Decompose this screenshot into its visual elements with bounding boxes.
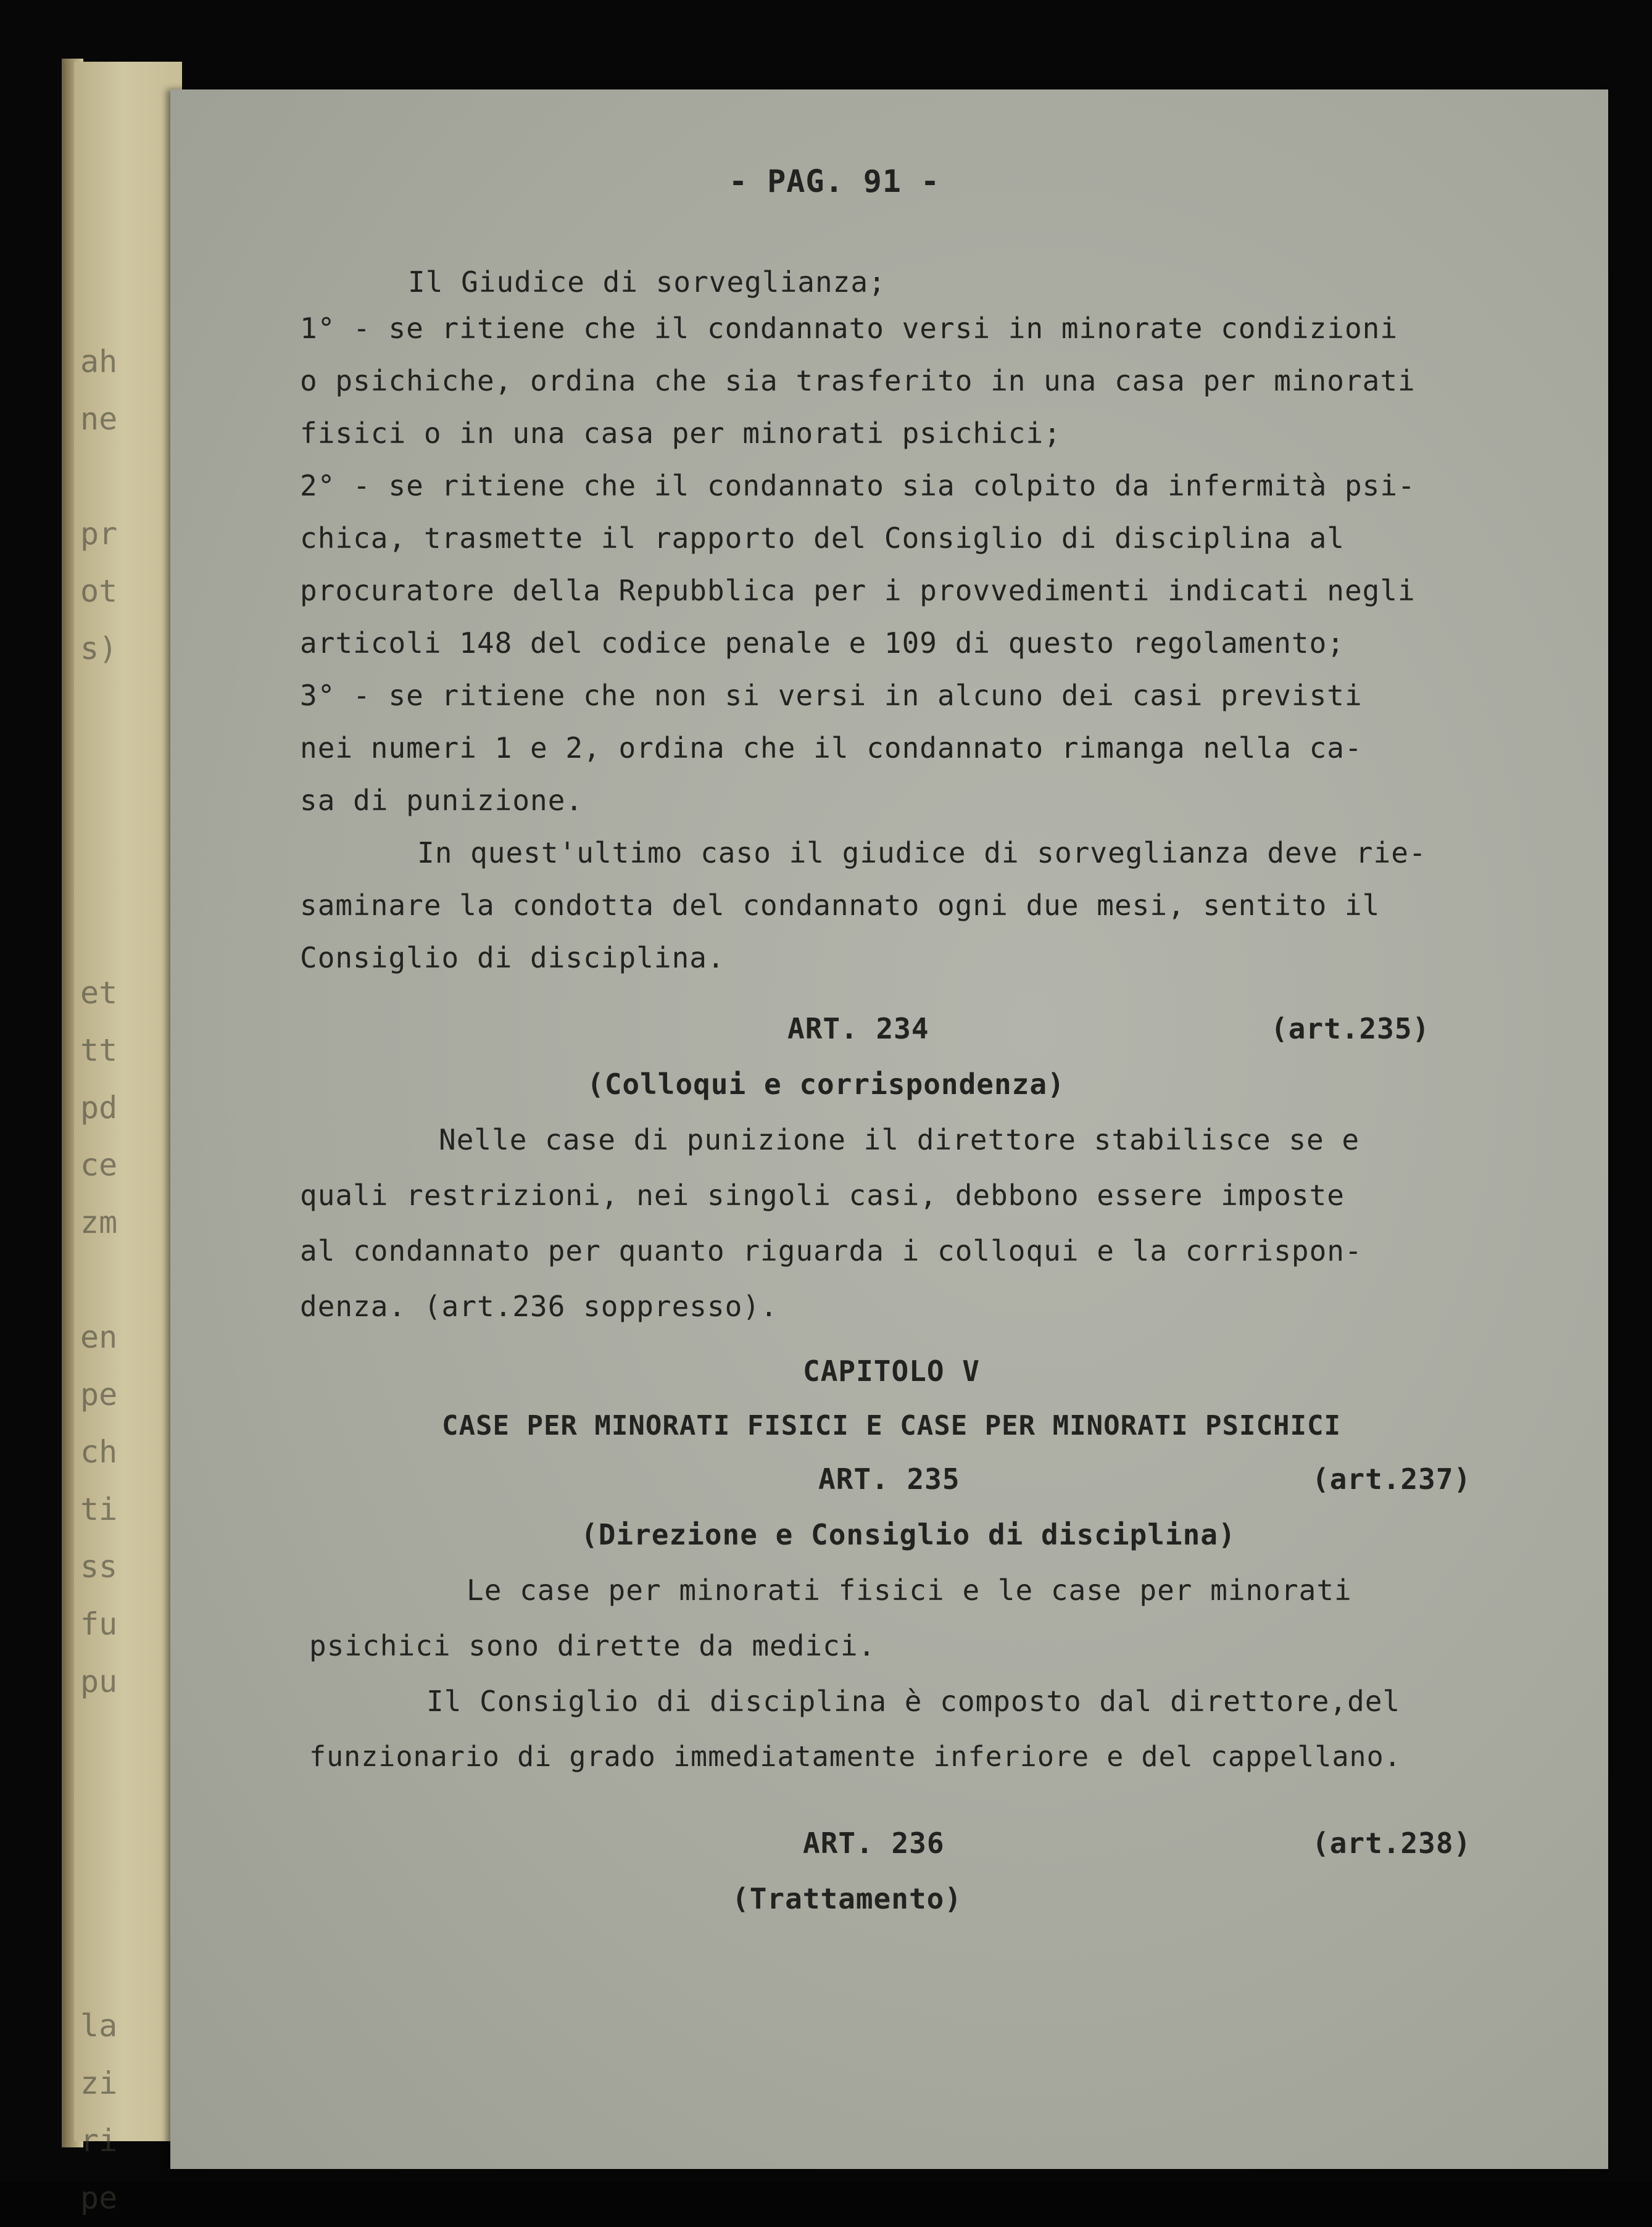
underlying-text-fragment: tt: [80, 1032, 118, 1068]
underlying-text-fragment: [80, 1711, 182, 1768]
underlying-text-fragment: ch: [80, 1434, 118, 1470]
paragraph-line: nei numeri 1 e 2, ordina che il condannato rimanga nella ca-: [300, 731, 1363, 765]
paragraph-line: procuratore della Repubblica per i provvedimenti indicati negli: [300, 574, 1416, 607]
article-235-subtitle: (Direzione e Consiglio di disciplina): [581, 1518, 1236, 1551]
chapter-title: CAPITOLO V: [803, 1354, 980, 1388]
page-header: - PAG. 91 -: [729, 164, 940, 199]
underlying-text-fragment: ne: [80, 401, 118, 437]
underlying-page-text: [80, 333, 182, 2227]
underlying-text-fragment: s): [80, 631, 118, 666]
underlying-text-fragment: zi: [80, 2065, 118, 2101]
underlying-text-fragment: [80, 1825, 182, 1883]
underlying-text-fragment: [80, 850, 182, 907]
underlying-text-fragment: [80, 1883, 182, 1940]
paragraph-line: fisici o in una casa per minorati psichici;: [300, 417, 1061, 450]
paragraph-line: o psichiche, ordina che sia trasferito in una casa per minorati: [300, 364, 1416, 397]
paragraph-line: Le case per minorati fisici e le case per minorati: [467, 1574, 1352, 1607]
typewritten-page: [170, 89, 1608, 2169]
article-234-subtitle: (Colloqui e corrispondenza): [587, 1068, 1065, 1101]
underlying-text-fragment: pe: [80, 2180, 118, 2216]
paragraph-line: funzionario di grado immediatamente inferiore e del cappellano.: [309, 1740, 1401, 1773]
paragraph-line: quali restrizioni, nei singoli casi, debbono essere imposte: [300, 1179, 1345, 1212]
article-235-ref: (art.237): [1312, 1462, 1472, 1496]
underlying-text-fragment: [80, 1940, 182, 1997]
paragraph-line: 1° - se ritiene che il condannato versi in minorate condizioni: [300, 312, 1398, 345]
underlying-text-fragment: ce: [80, 1147, 118, 1183]
underlying-text-fragment: [80, 907, 182, 964]
paragraph-line: denza. (art.236 soppresso).: [300, 1290, 778, 1323]
underlying-text-fragment: [80, 735, 182, 792]
paragraph-line: articoli 148 del codice penale e 109 di questo regolamento;: [300, 626, 1345, 660]
paragraph-line: chica, trasmette il rapporto del Consiglio di disciplina al: [300, 521, 1345, 555]
underlying-text-fragment: ti: [80, 1491, 118, 1527]
paragraph-line: In quest'ultimo caso il giudice di sorveglianza deve rie-: [417, 836, 1427, 869]
underlying-text-fragment: ri: [80, 2123, 118, 2159]
underlying-text-fragment: fu: [80, 1606, 118, 1642]
underlying-text-fragment: ot: [80, 573, 118, 609]
article-236-heading: ART. 236: [803, 1827, 945, 1860]
underlying-text-fragment: zm: [80, 1205, 118, 1240]
paragraph-line: Il Giudice di sorveglianza;: [408, 265, 886, 299]
paragraph-line: 2° - se ritiene che il condannato sia colpito da infermità psi-: [300, 469, 1416, 502]
paragraph-line: Nelle case di punizione il direttore stabilisce se e: [439, 1123, 1360, 1156]
underlying-text-fragment: en: [80, 1319, 118, 1355]
paragraph-line: psichici sono dirette da medici.: [309, 1629, 876, 1662]
underlying-text-fragment: [80, 678, 182, 735]
article-236-subtitle: (Trattamento): [732, 1882, 963, 1915]
underlying-text-fragment: ah: [80, 344, 118, 379]
article-236-ref: (art.238): [1312, 1827, 1472, 1860]
paragraph-line: al condannato per quanto riguarda i colloqui e la corrispon-: [300, 1234, 1363, 1267]
chapter-subtitle: CASE PER MINORATI FISICI E CASE PER MINORATI PSICHICI: [442, 1410, 1341, 1441]
article-234-ref: (art.235): [1271, 1012, 1430, 1045]
paragraph-line: Il Consiglio di disciplina è composto dal direttore,del: [426, 1685, 1401, 1718]
paragraph-line: sa di punizione.: [300, 784, 584, 817]
underlying-text-fragment: la: [80, 2008, 118, 2044]
article-234-heading: ART. 234: [787, 1012, 929, 1045]
underlying-text-fragment: pr: [80, 516, 118, 552]
underlying-text-fragment: [80, 1251, 182, 1309]
underlying-text-fragment: [80, 448, 182, 505]
underlying-text-fragment: et: [80, 975, 118, 1011]
article-235-heading: ART. 235: [818, 1462, 960, 1496]
underlying-text-fragment: pe: [80, 1377, 118, 1412]
paragraph-line: 3° - se ritiene che non si versi in alcuno dei casi previsti: [300, 679, 1363, 712]
underlying-text-fragment: [80, 792, 182, 850]
underlying-text-fragment: ss: [80, 1549, 118, 1585]
underlying-text-fragment: pd: [80, 1090, 118, 1126]
paragraph-line: saminare la condotta del condannato ogni due mesi, sentito il: [300, 889, 1380, 922]
underlying-text-fragment: pu: [80, 1664, 118, 1699]
underlying-text-fragment: [80, 1768, 182, 1825]
paragraph-line: Consiglio di disciplina.: [300, 941, 725, 974]
